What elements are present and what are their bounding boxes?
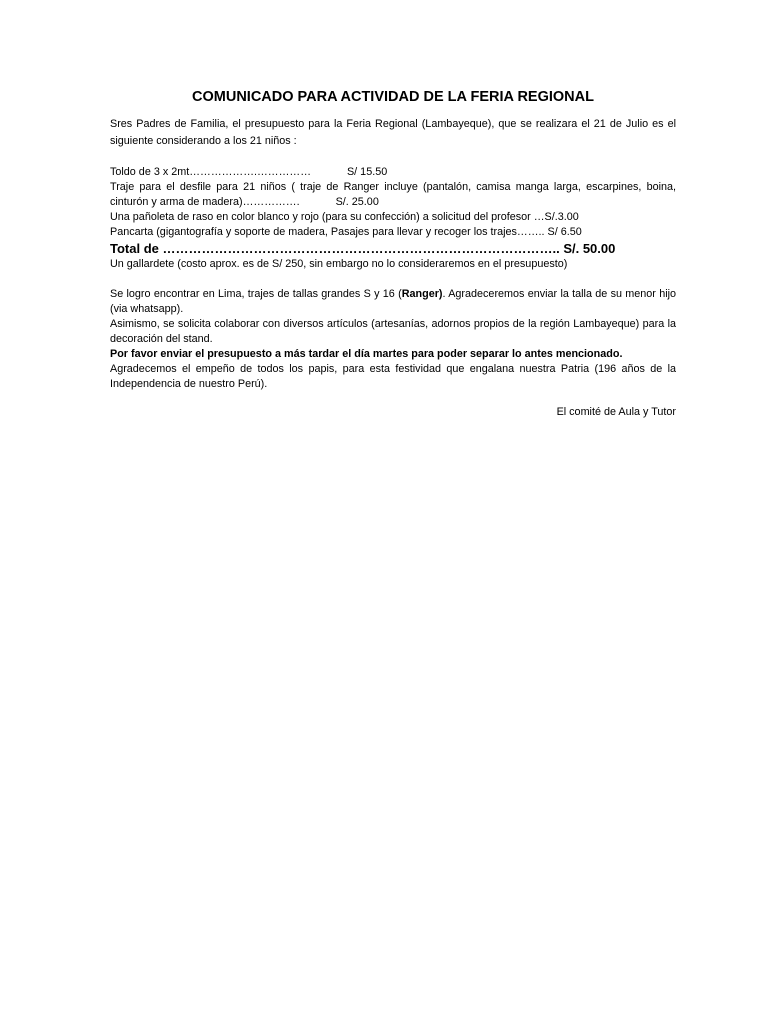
ranger-label: Ranger) <box>401 288 443 300</box>
agradecemos-paragraph: Agradecemos el empeño de todos los papis, para esta festividad que engalana nuestra Patria (196 años de la Independencia de nuestro Perú). <box>110 363 676 390</box>
document-body <box>110 88 679 420</box>
document-title: COMUNICADO PARA ACTIVIDAD DE LA FERIA REGIONAL <box>192 89 594 105</box>
deadline-notice: Por favor enviar el presupuesto a más tardar el día martes para poder separar lo antes mencionado. <box>110 348 623 360</box>
signature: El comité de Aula y Tutor <box>556 406 676 418</box>
gallardete-note: Un gallardete (costo aprox. es de S/ 250, sin embargo no lo consideraremos en el presupuesto) <box>110 258 568 270</box>
trajes-paragraph <box>110 287 676 317</box>
trajes-text-start: Se logro encontrar en Lima, trajes de tallas grandes S y 16 ( <box>110 288 402 300</box>
item-pancarta: Pancarta (gigantografía y soporte de madera, Pasajes para llevar y recoger los trajes…….. S/ 6.50 <box>110 226 582 238</box>
total-line: Total de ……………………………………………………………………………….. S/. 50.00 <box>110 241 616 256</box>
asimismo-paragraph: Asimismo, se solicita colaborar con diversos artículos (artesanías, adornos propios de la región Lambayeque) para la decoración del stand. <box>110 318 676 345</box>
trajes-text-end: . Agradeceremos enviar la talla de su menor hijo (via whatsapp). <box>110 288 676 315</box>
spacer <box>110 150 676 165</box>
item-traje: Traje para el desfile para 21 niños ( traje de Ranger incluye (pantalón, camisa manga larga, escarpines, boina, cinturón y arma de madera)……………. S/. 25.00 <box>110 181 679 208</box>
item-panoleta: Una pañoleta de raso en color blanco y rojo (para su confección) a solicitud del profesor …S/.3.00 <box>110 211 579 223</box>
item-toldo: Toldo de 3 x 2mt……………….…………… S/ 15.50 <box>110 166 388 178</box>
spacer <box>110 272 676 287</box>
intro-paragraph: Sres Padres de Familia, el presupuesto para la Feria Regional (Lambayeque), que se realizara el 21 de Julio es el siguiente considerando a los 21 niños : <box>110 118 676 147</box>
